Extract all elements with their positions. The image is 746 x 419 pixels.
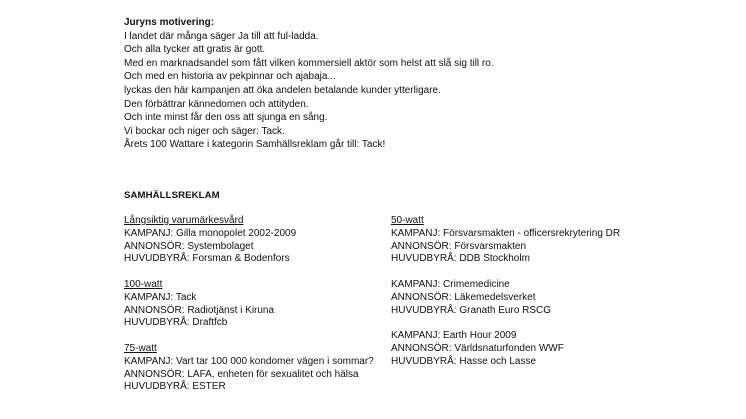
motivation-line: Och inte minst får den oss att sjunga en sång. — [124, 112, 328, 124]
motivation-line: Med en marknadsandel som fått vilken kommersiell aktör som helst att slå sig till ro. — [124, 57, 494, 69]
award-entry — [391, 279, 736, 317]
left-column — [124, 215, 374, 407]
motivation-line: Den förbättrar kännedomen och attityden. — [124, 98, 309, 110]
advertiser: ANNONSÖR: Systembolaget — [124, 240, 254, 252]
advertiser: ANNONSÖR: LAFA, enheten för sexualitet och hälsa — [124, 368, 359, 380]
award-entry — [391, 330, 736, 368]
right-column — [391, 215, 736, 381]
award-entry — [391, 215, 736, 266]
section-title: SAMHÄLLSREKLAM — [124, 190, 220, 201]
advertiser: ANNONSÖR: Radiotjänst i Kiruna — [124, 304, 275, 316]
agency: HUVUDBYRÅ: Hasse och Lasse — [391, 355, 537, 367]
award-category: 100-watt — [124, 278, 163, 290]
campaign: KAMPANJ: Gilla monopolet 2002-2009 — [124, 227, 297, 239]
motivation-line: I landet där många säger Ja till att ful-ladda. — [124, 30, 319, 42]
motivation-heading: Juryns motivering: — [124, 17, 215, 28]
award-entry — [124, 279, 374, 330]
motivation-line: Och med en historia av pekpinnar och ajabaja... — [124, 71, 336, 83]
award-entry — [124, 343, 374, 394]
campaign: KAMPANJ: Tack — [124, 291, 197, 303]
agency: HUVUDBYRÅ: ESTER — [124, 381, 226, 393]
motivation-line: lyckas den här kampanjen att öka andelen betalande kunder ytterligare. — [124, 84, 441, 96]
campaign: KAMPANJ: Vart tar 100 000 kondomer vägen i sommar? — [124, 355, 374, 367]
motivation-line: Vi bockar och niger och säger: Tack. — [124, 125, 285, 137]
advertiser: ANNONSÖR: Läkemedelsverket — [391, 291, 536, 303]
campaign: KAMPANJ: Crimemedicine — [391, 278, 510, 290]
award-entry — [124, 215, 374, 266]
advertiser: ANNONSÖR: Världsnaturfonden WWF — [391, 342, 564, 354]
award-category: 75-watt — [124, 342, 157, 354]
motivation-line: Årets 100 Wattare i kategorin Samhällsreklam går till: Tack! — [124, 139, 386, 151]
jury-motivation — [124, 16, 604, 152]
motivation-line: Och alla tycker att gratis är gott. — [124, 44, 266, 56]
agency: HUVUDBYRÅ: Draftfcb — [124, 317, 228, 329]
award-category: 50-watt — [391, 215, 424, 226]
campaign: KAMPANJ: Försvarsmakten - officersrekrytering DR — [391, 227, 621, 239]
advertiser: ANNONSÖR: Försvarsmakten — [391, 240, 527, 252]
agency: HUVUDBYRÅ: Granath Euro RSCG — [391, 304, 552, 316]
agency: HUVUDBYRÅ: DDB Stockholm — [391, 253, 530, 265]
campaign: KAMPANJ: Earth Hour 2009 — [391, 330, 517, 342]
award-category: Långsiktig varumärkesvård — [124, 215, 244, 226]
agency: HUVUDBYRÅ: Forsman & Bodenfors — [124, 253, 290, 265]
